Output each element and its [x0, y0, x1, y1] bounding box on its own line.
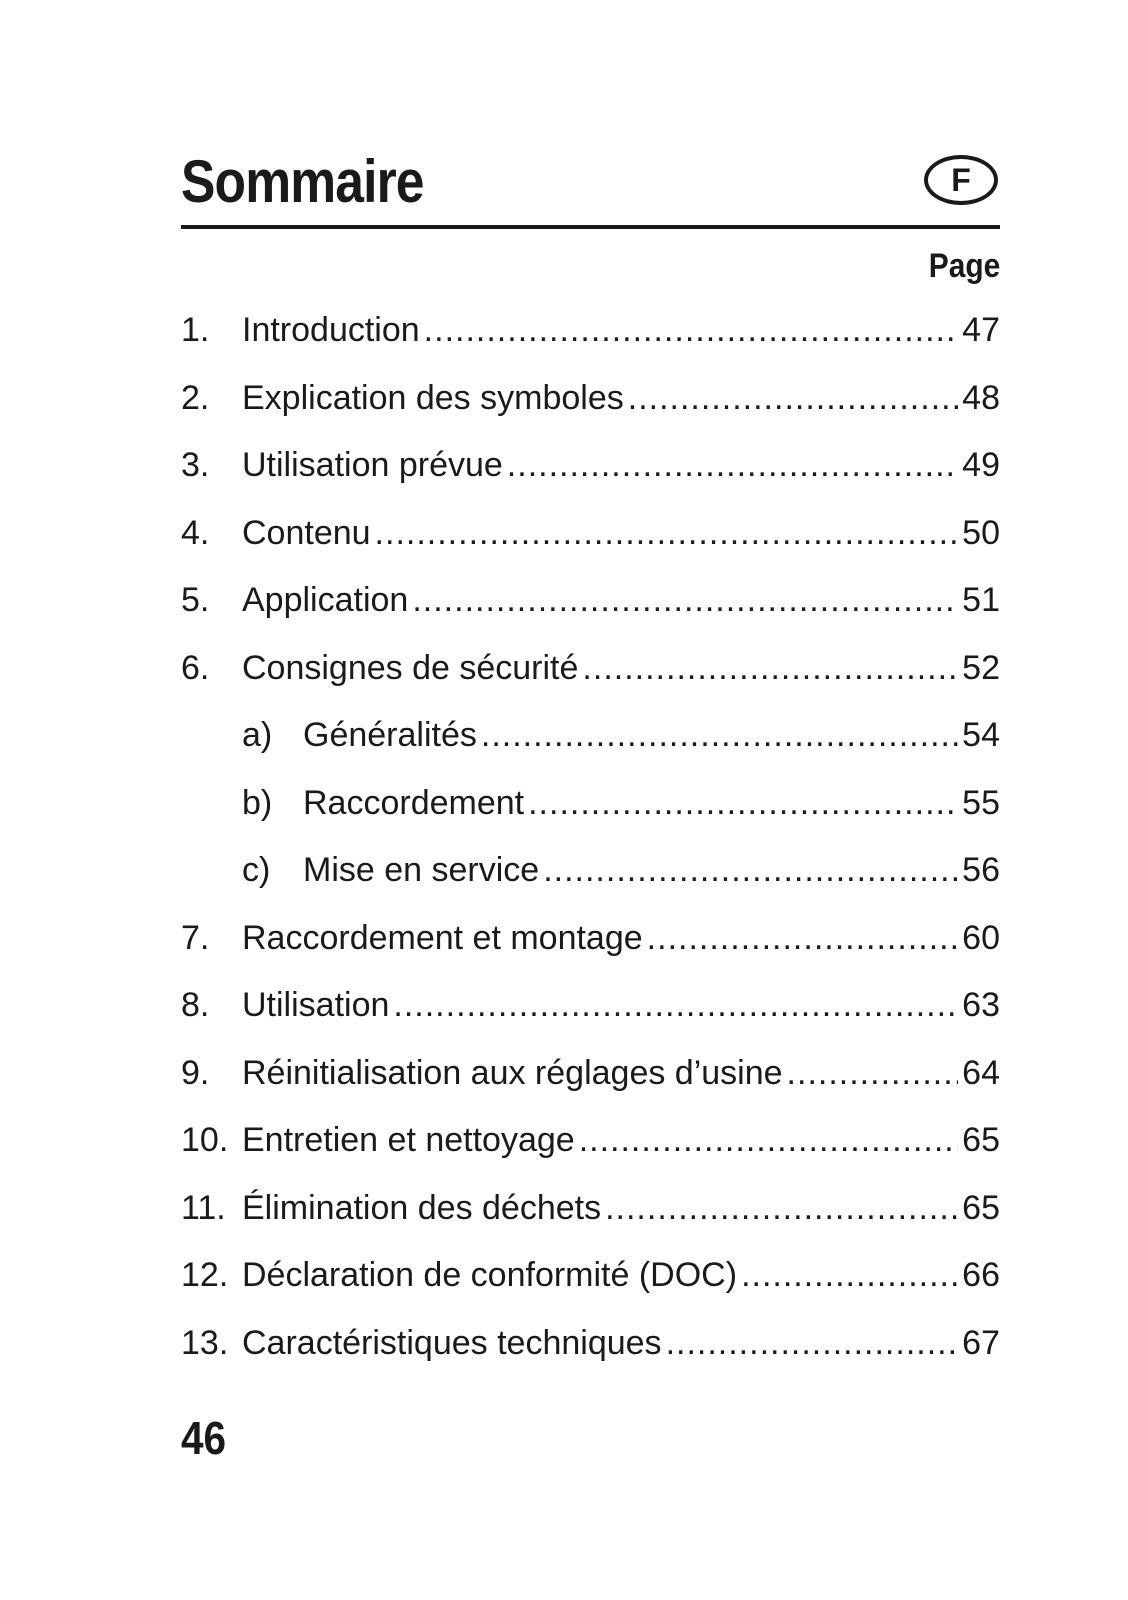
- title-rule: [181, 225, 1000, 229]
- toc-entry-page: 50: [962, 513, 1000, 552]
- toc-entry-number: 4.: [181, 513, 210, 552]
- toc-entry: [181, 445, 1000, 513]
- toc-entry: [181, 513, 1000, 581]
- toc-entry-page: 65: [962, 1121, 1000, 1159]
- toc-entry: [181, 1120, 1000, 1188]
- toc-entry-page: 63: [962, 986, 1000, 1024]
- toc-entry-page: 51: [962, 581, 1000, 619]
- toc-dot-leader: [605, 1188, 958, 1228]
- toc-entry-label: Contenu: [242, 513, 371, 552]
- toc-entry-label: Explication des symboles: [242, 378, 624, 417]
- toc-entry-page: 60: [962, 918, 1000, 957]
- toc-entry-label: Utilisation: [242, 986, 390, 1024]
- toc-entry-line: [242, 378, 1000, 418]
- toc-entry-line: [242, 918, 1000, 958]
- toc-entry-line: [242, 310, 1000, 350]
- toc-entry-line: [242, 580, 1000, 620]
- toc-entry-line: [242, 1188, 1000, 1228]
- toc-entry: [181, 648, 1000, 716]
- toc-entry: [181, 1188, 1000, 1256]
- toc-entry-page: 66: [962, 1256, 1000, 1294]
- page-number: 46: [181, 1412, 227, 1464]
- toc-entry-label: Élimination des déchets: [242, 1188, 602, 1227]
- toc-entry: [181, 850, 1000, 918]
- toc-dot-leader: [647, 918, 959, 958]
- toc-dot-leader: [424, 310, 959, 350]
- toc-entry-line: [242, 985, 1000, 1025]
- toc-entry-line: [242, 1120, 1000, 1160]
- toc-entry-page: 55: [962, 783, 1000, 822]
- toc-entry-page: 52: [962, 648, 1000, 687]
- toc-entry-page: 47: [962, 311, 1000, 349]
- toc-dot-leader: [787, 1053, 959, 1093]
- toc-entry: [181, 715, 1000, 783]
- toc-entry-number: 5.: [181, 581, 210, 619]
- toc-entry-label: Introduction: [242, 311, 420, 349]
- toc-entry: [181, 378, 1000, 446]
- language-badge: F: [924, 155, 998, 205]
- toc-entry-number: 1.: [181, 311, 210, 349]
- toc-entry: [181, 1053, 1000, 1121]
- toc-entry-label: Entretien et nettoyage: [242, 1121, 575, 1159]
- toc-dot-leader: [741, 1255, 958, 1295]
- toc-entry-number: b): [242, 783, 273, 822]
- toc-dot-leader: [412, 580, 958, 620]
- toc-dot-leader: [528, 783, 958, 823]
- toc-dot-leader: [507, 445, 958, 485]
- toc-entry-number: 2.: [181, 378, 210, 417]
- toc-entry-page: 64: [962, 1053, 1000, 1092]
- toc-entry-page: 54: [962, 716, 1000, 754]
- toc-entry-label: Raccordement et montage: [242, 918, 643, 957]
- toc-entry-page: 49: [962, 446, 1000, 484]
- toc-dot-leader: [628, 378, 958, 418]
- toc-entry-number: 13.: [181, 1323, 229, 1362]
- toc-dot-leader: [481, 715, 958, 755]
- toc-entry: [181, 310, 1000, 378]
- toc-entry-line: [242, 1255, 1000, 1295]
- toc-entry-page: 48: [962, 378, 1000, 417]
- toc-entry-number: 12.: [181, 1256, 229, 1294]
- toc-entry-label: Consignes de sécurité: [242, 648, 579, 687]
- table-of-contents: [181, 310, 1000, 1390]
- toc-entry: [181, 1255, 1000, 1323]
- toc-entry-page: 67: [962, 1323, 1000, 1362]
- toc-entry-number: 6.: [181, 648, 210, 687]
- toc-entry-line: [303, 715, 1000, 755]
- toc-entry-line: [303, 850, 1000, 890]
- toc-entry-line: [242, 445, 1000, 485]
- toc-entry-line: [242, 648, 1000, 688]
- toc-entry: [181, 783, 1000, 851]
- toc-entry-number: 8.: [181, 986, 210, 1024]
- toc-dot-leader: [582, 648, 958, 688]
- toc-dot-leader: [666, 1323, 959, 1363]
- toc-dot-leader: [375, 513, 959, 553]
- toc-entry-page: 65: [962, 1188, 1000, 1227]
- toc-entry-number: 10.: [181, 1121, 229, 1159]
- page-column-label: Page: [928, 247, 1000, 285]
- toc-entry-number: 9.: [181, 1053, 210, 1092]
- toc-dot-leader: [393, 985, 958, 1025]
- toc-entry-number: 11.: [181, 1188, 226, 1227]
- toc-entry-label: Déclaration de conformité (DOC): [242, 1256, 738, 1294]
- toc-entry-line: [242, 513, 1000, 553]
- toc-entry-label: Caractéristiques techniques: [242, 1323, 662, 1362]
- toc-entry: [181, 918, 1000, 986]
- toc-entry-label: Réinitialisation aux réglages d’usine: [242, 1053, 783, 1092]
- toc-entry-number: 3.: [181, 446, 210, 484]
- page-title: Sommaire: [181, 148, 424, 215]
- toc-entry-line: [242, 1053, 1000, 1093]
- toc-entry-line: [303, 783, 1000, 823]
- toc-entry-label: Généralités: [303, 716, 477, 754]
- toc-entry-number: c): [242, 851, 271, 889]
- toc-entry-line: [242, 1323, 1000, 1363]
- toc-entry: [181, 985, 1000, 1053]
- toc-entry-page: 56: [962, 851, 1000, 889]
- toc-entry-label: Mise en service: [303, 851, 540, 889]
- toc-entry-number: a): [242, 716, 273, 754]
- toc-dot-leader: [543, 850, 958, 890]
- toc-entry-number: 7.: [181, 918, 210, 957]
- toc-entry-label: Raccordement: [303, 783, 525, 822]
- toc-entry: [181, 1323, 1000, 1391]
- toc-dot-leader: [579, 1120, 958, 1160]
- toc-entry: [181, 580, 1000, 648]
- toc-entry-label: Utilisation prévue: [242, 446, 503, 484]
- toc-entry-label: Application: [242, 581, 409, 619]
